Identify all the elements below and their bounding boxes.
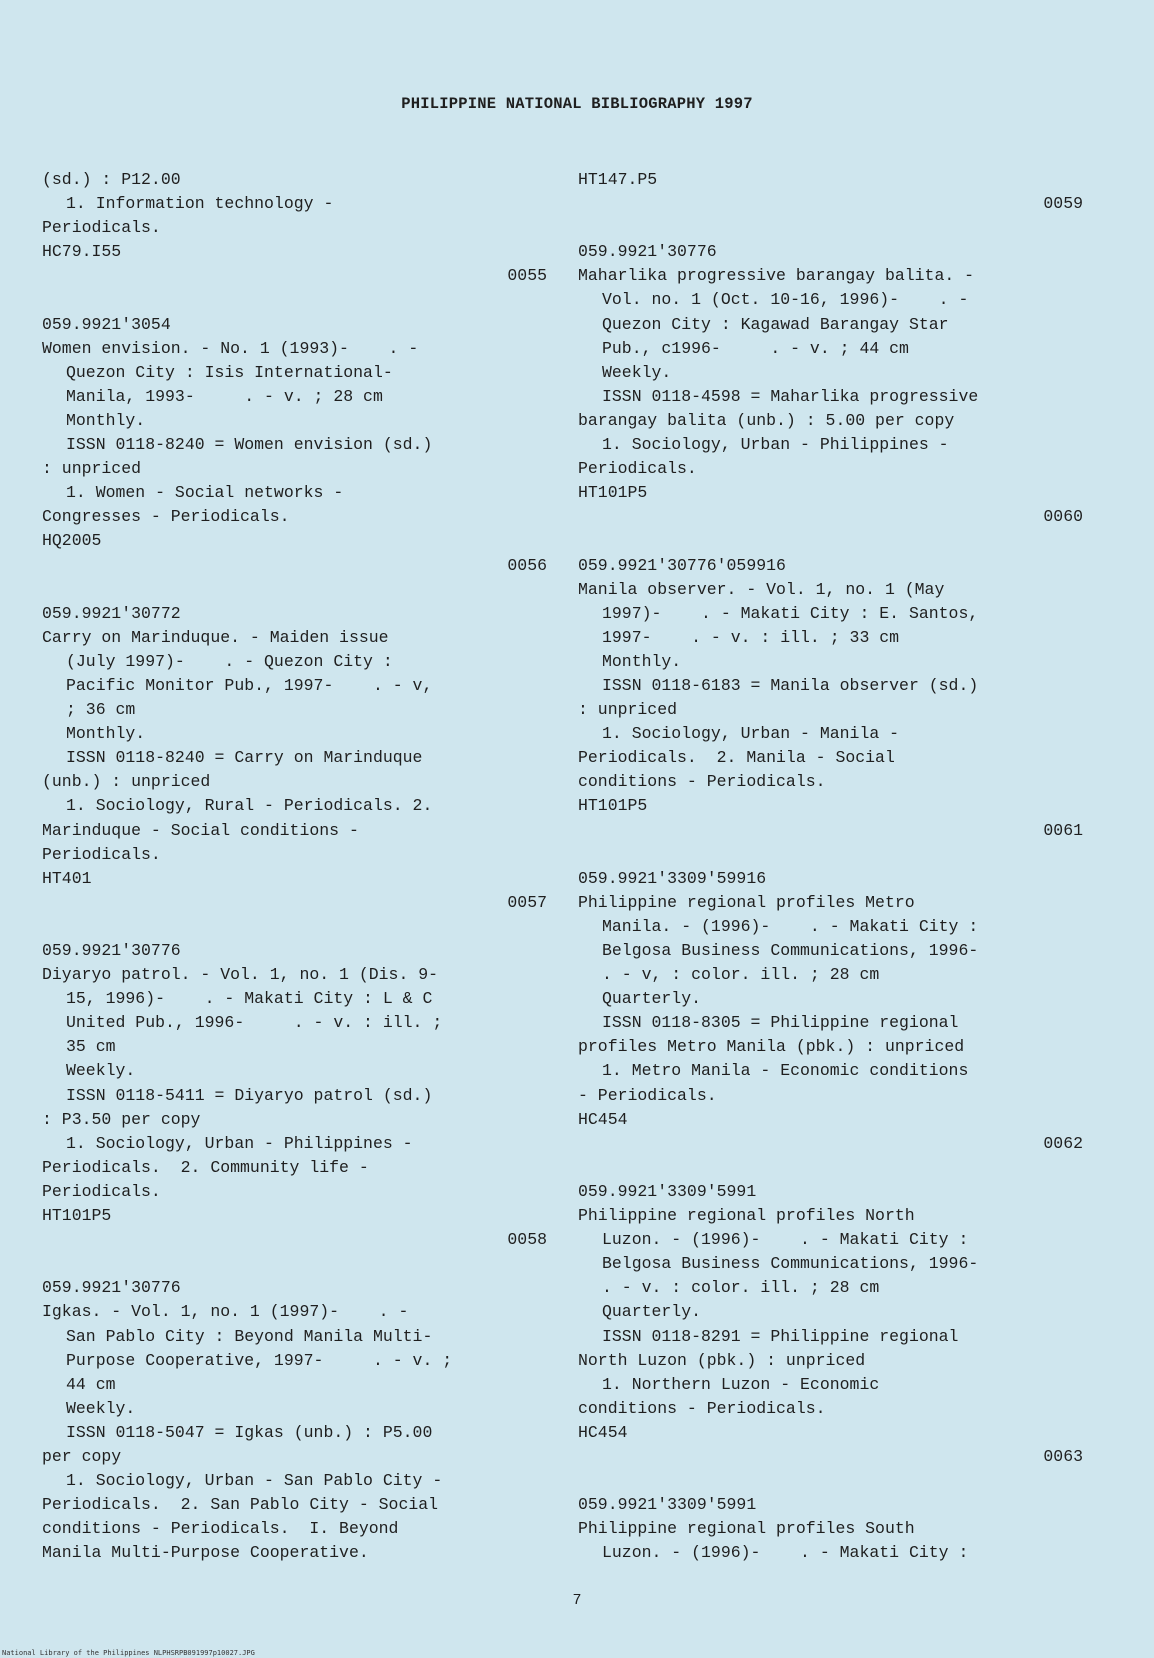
entry-line: Manila observer. - Vol. 1, no. 1 (May [578, 579, 945, 599]
entry-line: 059.9921'3054 [42, 314, 171, 334]
entry-line: HT401 [42, 868, 92, 888]
entry-line: ISSN 0118-6183 = Manila observer (sd.) [602, 675, 979, 695]
entry-line: Pub., c1996- . - v. ; 44 cm [602, 338, 909, 358]
entry-line: HT101P5 [578, 796, 648, 816]
entry-line: Manila. - (1996)- . - Makati City : [602, 916, 979, 936]
entry-line: : unpriced [42, 459, 142, 479]
entry-line: Periodicals. [42, 218, 161, 238]
entry-line: HC454 [578, 1422, 628, 1442]
entry-number: 0058 [507, 1230, 547, 1250]
page-title: PHILIPPINE NATIONAL BIBLIOGRAPHY 1997 [401, 95, 753, 113]
entry-line: . - v, : color. ill. ; 28 cm [602, 965, 880, 985]
entry-line: Philippine regional profiles Metro [578, 892, 915, 912]
left-column [42, 168, 547, 1565]
entry-line: HC79.I55 [42, 242, 122, 262]
entry-line: ISSN 0118-4598 = Maharlika progressive [602, 386, 979, 406]
entry-line: 35 cm [66, 1037, 116, 1057]
entry-line: HQ2005 [42, 531, 102, 551]
entry-line: Vol. no. 1 (Oct. 10-16, 1996)- . - [602, 290, 969, 310]
entry-line: ISSN 0118-8305 = Philippine regional [602, 1013, 959, 1033]
entry-spacer [578, 843, 1083, 867]
entry-line: 1. Sociology, Rural - Periodicals. 2. [66, 796, 433, 816]
entry-line: 059.9921'30776 [42, 941, 181, 960]
entry-line: Periodicals. [578, 459, 697, 479]
entry-line: Purpose Cooperative, 1997- . - v. ; [66, 1350, 453, 1370]
entry-line: (July 1997)- . - Quezon City : [66, 651, 393, 671]
page-number: 7 [572, 1592, 582, 1609]
entry-line: Philippine regional profiles South [578, 1519, 915, 1539]
entry-line: Periodicals. 2. Community life - [42, 1157, 369, 1177]
entry-line: 059.9921'30776'059916 [578, 555, 786, 575]
entry-line: Manila, 1993- . - v. ; 28 cm [66, 386, 383, 406]
entry-spacer [578, 529, 1083, 553]
entry-line: : unpriced [578, 700, 678, 720]
entry-line: 1. Northern Luzon - Economic [602, 1374, 880, 1394]
right-column [578, 168, 1083, 1565]
entry-spacer [42, 1252, 547, 1276]
entry-line: Quarterly. [602, 1302, 702, 1322]
entry-line: Weekly. [66, 1061, 136, 1081]
entry-number: 0062 [1043, 1133, 1083, 1153]
entry-line: Manila Multi-Purpose Cooperative. [42, 1543, 369, 1563]
entry-line: 1. Sociology, Urban - Philippines - [602, 435, 949, 455]
entry-line: Periodicals. [42, 844, 161, 864]
entry-line: Diyaryo patrol. - Vol. 1, no. 1 (Dis. 9- [42, 965, 439, 985]
entry-line: barangay balita (unb.) : 5.00 per copy [578, 410, 955, 430]
entry-line: conditions - Periodicals. I. Beyond [42, 1519, 399, 1539]
entry-line: 059.9921'30772 [42, 603, 181, 623]
entry-spacer [578, 1156, 1083, 1180]
entry-line: conditions - Periodicals. [578, 772, 826, 792]
entry-line: United Pub., 1996- . - v. : ill. ; [66, 1013, 443, 1033]
entry-line: San Pablo City : Beyond Manila Multi- [66, 1326, 433, 1346]
entry-line: (sd.) : P12.00 [42, 170, 181, 189]
entry-spacer [42, 915, 547, 939]
entry-line: 1. Sociology, Urban - Philippines - [66, 1133, 413, 1153]
entry-line: Monthly. [602, 651, 682, 671]
entry-line: per copy [42, 1446, 122, 1466]
entry-line: HC454 [578, 1109, 628, 1129]
entry-number: 0057 [507, 892, 547, 912]
entry-line: 15, 1996)- . - Makati City : L & C [66, 989, 433, 1009]
entry-line: Congresses - Periodicals. [42, 507, 290, 527]
entry-line: HT147.P5 [578, 170, 658, 189]
entry-line: Pacific Monitor Pub., 1997- . - v, [66, 675, 433, 695]
entry-line: Luzon. - (1996)- . - Makati City : [602, 1230, 969, 1250]
entry-number: 0059 [1043, 194, 1083, 214]
entry-line: 1. Sociology, Urban - Manila - [602, 724, 900, 744]
entry-line: Belgosa Business Communications, 1996- [602, 941, 979, 960]
entry-line: Luzon. - (1996)- . - Makati City : [602, 1543, 969, 1563]
scan-footer: National Library of the Philippines NLPHSRPB091997p10027.JPG [2, 1649, 255, 1657]
entry-line: HT101P5 [578, 483, 648, 503]
entry-spacer [42, 578, 547, 602]
entry-spacer [578, 1469, 1083, 1493]
entry-line: Carry on Marinduque. - Maiden issue [42, 627, 389, 647]
entry-line: Quezon City : Kagawad Barangay Star [602, 314, 949, 334]
entry-line: Weekly. [66, 1398, 136, 1418]
entry-line: - Periodicals. [578, 1085, 717, 1105]
entry-line: 059.9921'30776 [42, 1278, 181, 1298]
entry-line: ISSN 0118-8291 = Philippine regional [602, 1326, 959, 1346]
entry-line: Philippine regional profiles North [578, 1206, 915, 1226]
entry-line: ISSN 0118-8240 = Carry on Marinduque [66, 748, 423, 768]
entry-line: (unb.) : unpriced [42, 772, 211, 792]
entry-line: Weekly. [602, 362, 672, 382]
entry-line: 1. Information technology - [66, 194, 334, 214]
entry-line: Belgosa Business Communications, 1996- [602, 1254, 979, 1274]
entry-line: Periodicals. [42, 1181, 161, 1201]
entry-line: Marinduque - Social conditions - [42, 820, 359, 840]
entry-line: North Luzon (pbk.) : unpriced [578, 1350, 866, 1370]
entry-line: 1. Women - Social networks - [66, 483, 344, 503]
entry-line: Quarterly. [602, 989, 702, 1009]
entry-line: ISSN 0118-5047 = Igkas (unb.) : P5.00 [66, 1422, 433, 1442]
entry-line: 059.9921'3309'5991 [578, 1181, 757, 1201]
entry-line: Igkas. - Vol. 1, no. 1 (1997)- . - [42, 1302, 409, 1322]
entry-line: 1. Sociology, Urban - San Pablo City - [66, 1471, 443, 1491]
entry-line: Periodicals. 2. Manila - Social [578, 748, 895, 768]
entry-line: 1997- . - v. : ill. ; 33 cm [602, 627, 900, 647]
entry-spacer [578, 216, 1083, 240]
entry-line: profiles Metro Manila (pbk.) : unpriced [578, 1037, 965, 1057]
entry-line: Periodicals. 2. San Pablo City - Social [42, 1495, 439, 1515]
entry-line: Maharlika progressive barangay balita. - [578, 266, 975, 286]
entry-line: 059.9921'3309'5991 [578, 1495, 757, 1515]
entry-line: Monthly. [66, 724, 146, 744]
entry-number: 0056 [507, 555, 547, 575]
entry-number: 0055 [507, 266, 547, 286]
entry-line: ; 36 cm [66, 700, 136, 720]
entry-number: 0060 [1043, 507, 1083, 527]
entry-line: 059.9921'3309'59916 [578, 868, 767, 888]
entry-line: 059.9921'30776 [578, 242, 717, 262]
entry-line: Women envision. - No. 1 (1993)- . - [42, 338, 419, 358]
entry-line: . - v. : color. ill. ; 28 cm [602, 1278, 880, 1298]
entry-spacer [42, 288, 547, 312]
entry-number: 0063 [1043, 1446, 1083, 1466]
entry-line: Quezon City : Isis International- [66, 362, 393, 382]
entry-line: ISSN 0118-5411 = Diyaryo patrol (sd.) [66, 1085, 433, 1105]
entry-line: conditions - Periodicals. [578, 1398, 826, 1418]
entry-line: Monthly. [66, 410, 146, 430]
entry-line: 44 cm [66, 1374, 116, 1394]
entry-line: 1. Metro Manila - Economic conditions [602, 1061, 969, 1081]
entry-line: 1997)- . - Makati City : E. Santos, [602, 603, 979, 623]
entry-line: HT101P5 [42, 1206, 112, 1226]
entry-number: 0061 [1043, 820, 1083, 840]
entry-line: : P3.50 per copy [42, 1109, 201, 1129]
entry-line: ISSN 0118-8240 = Women envision (sd.) [66, 435, 433, 455]
